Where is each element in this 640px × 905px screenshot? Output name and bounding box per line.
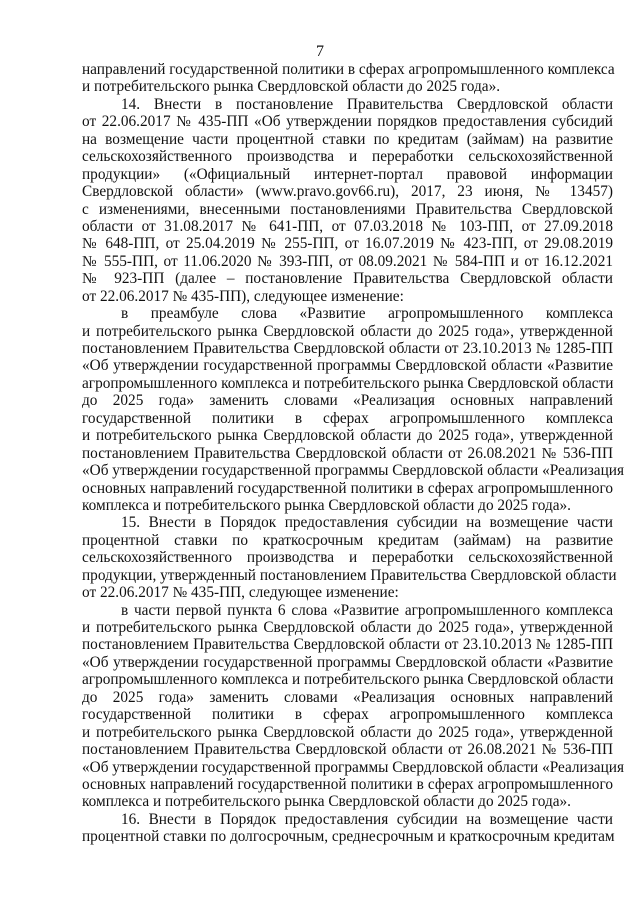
- text-line: основных направлений государственной политики в сферах агропромышленного: [82, 775, 613, 793]
- text-line: и потребительского рынка Свердловской области до 2025 года», утвержденной: [82, 619, 613, 636]
- paragraph: [82, 811, 613, 846]
- text-line: № 923-ПП (далее – постановление Правительства Свердловской области: [82, 270, 613, 288]
- text-line: 16. Внести в Порядок предоставления субсидии на возмещение части: [121, 810, 613, 828]
- text-line: сельскохозяйственного производства и переработки сельскохозяйственной: [82, 148, 613, 166]
- text-line: от 22.06.2017 № 435-ПП, следующее изменение:: [82, 584, 399, 602]
- text-line: до 2025 года» заменить словами «Реализация основных направлений: [82, 392, 613, 410]
- text-line: от 22.06.2017 № 435-ПП «Об утверждении порядков предоставления субсидий: [82, 113, 613, 131]
- text-line: 15. Внести в Порядок предоставления субсидии на возмещение части: [121, 514, 613, 532]
- text-line: Свердловской области» (www.pravo.gov66.ru), 2017, 23 июня, № 13457): [82, 183, 613, 201]
- text-line: основных направлений государственной политики в сферах агропромышленного: [82, 479, 613, 497]
- text-line: с изменениями, внесенными постановлениями Правительства Свердловской: [82, 200, 613, 218]
- text-line: до 2025 года» заменить словами «Реализация основных направлений: [82, 688, 613, 706]
- text-line: постановлением Правительства Свердловской области от 26.08.2021 № 536-ПП: [82, 444, 613, 462]
- text-line: № 555-ПП, от 11.06.2020 № 393-ПП, от 08.09.2021 № 584-ПП и от 16.12.2021: [82, 252, 613, 270]
- text-line: области от 31.08.2017 № 641-ПП, от 07.03.2018 № 103-ПП, от 27.09.2018: [82, 217, 613, 235]
- text-line: процентной ставки по долгосрочным, среднесрочным и краткосрочным кредитам: [82, 828, 615, 846]
- text-line: «Об утверждении государственной программы Свердловской области «Реализация: [82, 462, 624, 480]
- text-line: сельскохозяйственного производства и переработки сельскохозяйственной: [82, 549, 613, 567]
- text-line: № 648-ПП, от 25.04.2019 № 255-ПП, от 16.07.2019 № 423-ПП, от 29.08.2019: [82, 235, 613, 253]
- paragraph: [82, 305, 624, 514]
- text-line: государственной политики в сферах агропромышленного комплекса: [82, 706, 613, 724]
- page-number: 7: [316, 43, 324, 60]
- text-line: агропромышленного комплекса и потребительского рынка Свердловской области: [82, 671, 614, 689]
- paragraph: [82, 61, 613, 96]
- text-line: в части первой пункта 6 слова «Развитие агропромышленного комплекса: [121, 601, 613, 619]
- text-line: от 22.06.2017 № 435-ПП), следующее изменение:: [82, 287, 404, 305]
- text-line: «Об утверждении государственной программы Свердловской области «Развитие: [82, 653, 613, 671]
- text-line: государственной политики в сферах агропромышленного комплекса: [82, 409, 613, 427]
- text-line: «Об утверждении государственной программы Свердловской области «Развитие: [82, 357, 613, 375]
- text-line: продукции, утвержденный постановлением Правительства Свердловской области: [82, 566, 617, 584]
- text-line: направлений государственной политики в сферах агропромышленного комплекса: [82, 61, 615, 78]
- text-line: комплекса и потребительского рынка Свердловской области до 2025 года».: [82, 793, 571, 811]
- paragraph: [82, 601, 624, 811]
- text-line: постановлением Правительства Свердловской области от 23.10.2013 № 1285-ПП: [82, 340, 613, 357]
- paragraph: [82, 514, 617, 602]
- text-line: процентной ставки по краткосрочным кредитам (займам) на развитие: [82, 531, 613, 549]
- text-line: в преамбуле слова «Развитие агропромышленного комплекса: [121, 305, 613, 323]
- text-line: постановлением Правительства Свердловской области от 23.10.2013 № 1285-ПП: [82, 636, 613, 654]
- text-line: постановлением Правительства Свердловской области от 26.08.2021 № 536-ПП: [82, 741, 613, 759]
- text-line: агропромышленного комплекса и потребительского рынка Свердловской области: [82, 374, 614, 392]
- text-line: и потребительского рынка Свердловской области до 2025 года», утвержденной: [82, 723, 613, 741]
- text-line: продукции» («Официальный интернет-портал правовой информации: [82, 165, 613, 183]
- paragraph: [82, 96, 613, 305]
- text-line: и потребительского рынка Свердловской области до 2025 года», утвержденной: [82, 427, 613, 445]
- text-line: «Об утверждении государственной программы Свердловской области «Реализация: [82, 758, 624, 776]
- text-line: и потребительского рынка Свердловской области до 2025 года».: [82, 78, 501, 96]
- text-line: 14. Внести в постановление Правительства Свердловской области: [121, 95, 613, 113]
- text-line: на возмещение части процентной ставки по кредитам (займам) на развитие: [82, 130, 613, 148]
- document-body: [82, 61, 624, 846]
- text-line: и потребительского рынка Свердловской области до 2025 года», утвержденной: [82, 322, 613, 340]
- text-line: комплекса и потребительского рынка Свердловской области до 2025 года».: [82, 496, 571, 514]
